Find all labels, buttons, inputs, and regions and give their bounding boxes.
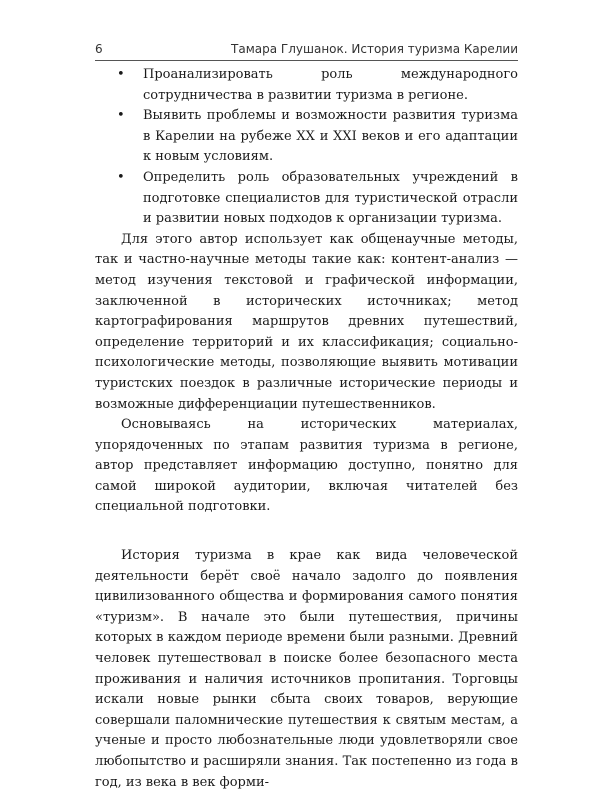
objectives-list (95, 65, 518, 230)
list-item-text: Определить роль образовательных учреждений в подготовке специалистов для туристической отрасли и развитии новых подходов к организации туризма. (143, 169, 518, 227)
bullet-marker: • (117, 108, 125, 124)
running-title: Тамара Глушанок. История туризма Карелии (231, 42, 518, 56)
list-item (95, 65, 518, 106)
list-item-text: Проанализировать роль международного сотрудничества в развитии туризма в регионе. (143, 67, 518, 103)
list-item (95, 106, 518, 168)
paragraph-methods: Для этого автор использует как общенаучные методы, так и частно-научные методы такие как: контент-анализ — метод изучения текстовой и графической информации, заключенной в исторических источниках; метод картографирования маршрутов древних путешествий, определение территорий и их классификация; социально-психологические методы, позволяющие выявить мотивации туристских поездок в различные исторические периоды и возможные дифференциации путешественников. (95, 231, 518, 412)
section-gap (95, 518, 518, 546)
running-header (95, 38, 518, 61)
list-item-text: Выявить проблемы и возможности развития туризма в Карелии на рубеже XX и XXI веков и его адаптации к новым условиям. (143, 108, 518, 165)
list-item (95, 168, 518, 230)
paragraph-audience: Основываясь на исторических материалах, упорядоченных по этапам развития туризма в регионе, автор представляет информацию доступно, понятно для самой широкой аудитории, включая читателей без специальной подготовки. (95, 417, 518, 515)
bullet-marker: • (117, 169, 125, 185)
page-number: 6 (95, 42, 103, 56)
page-body (95, 65, 518, 793)
paragraph-history: История туризма в крае как вида человеческой деятельности берёт своё начало задолго до появления цивилизованного общества и формирования самого понятия «туризм». В начале это были путешествия, причины которых в каждом периоде времени были разными. Древний человек путешествовал в поиске более безопасного места проживания и наличия источников пропитания. Торговцы искали новые рынки сбыта своих товаров, верующие совершали паломнические путешествия к святым местам, а ученые и просто любознательные люди удовлетворяли свое любопытство и расширяли знания. Так постепенно из года в год, из века в век форми- (95, 548, 518, 790)
bullet-marker: • (117, 67, 125, 82)
